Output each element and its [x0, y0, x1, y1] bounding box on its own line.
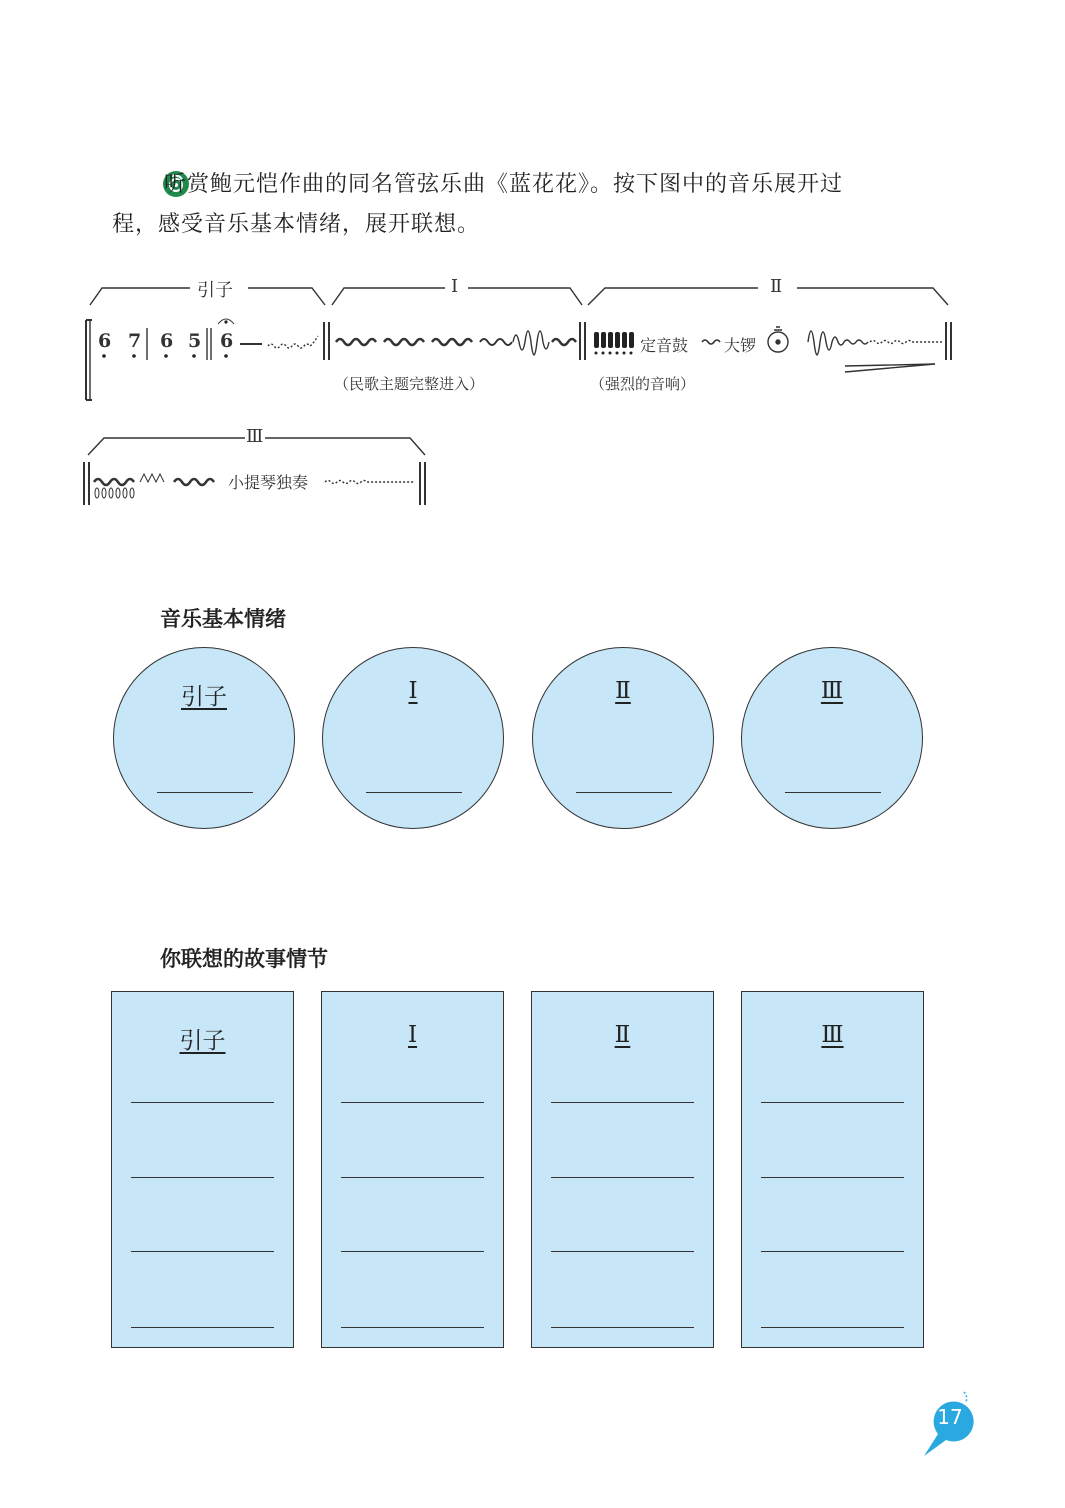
emotion-label: Ⅰ — [408, 678, 418, 704]
story-label: 引子 — [179, 1028, 226, 1054]
answer-line[interactable] — [551, 1177, 694, 1178]
emotion-circle-ii — [532, 647, 714, 829]
section-label-iii: Ⅲ — [246, 426, 264, 447]
note-5: 6 — [220, 330, 234, 352]
section-label-i: Ⅰ — [451, 276, 459, 297]
answer-line[interactable] — [341, 1327, 484, 1328]
note-3: 6 — [160, 330, 174, 352]
section-label-ii: Ⅱ — [770, 276, 783, 297]
violin-solo-label: 小提琴独奏 — [228, 473, 309, 492]
answer-line[interactable] — [551, 1102, 694, 1103]
music-structure-diagram — [0, 0, 1065, 560]
emotion-label: Ⅱ — [615, 678, 631, 704]
answer-line[interactable] — [761, 1251, 904, 1252]
note-1: 6 — [98, 330, 112, 352]
intro-line-2: 程，感受音乐基本情绪，展开联想。 — [112, 212, 481, 237]
story-label: Ⅲ — [821, 1022, 844, 1048]
answer-line[interactable] — [341, 1251, 484, 1252]
emotion-circle-iii — [741, 647, 923, 829]
answer-line[interactable] — [576, 792, 672, 793]
story-card-i — [321, 991, 504, 1348]
answer-line[interactable] — [131, 1102, 274, 1103]
section-ii-note: （强烈的音响） — [590, 375, 696, 393]
story-title: 你联想的故事情节 — [160, 947, 328, 971]
answer-line[interactable] — [157, 792, 253, 793]
emotion-circle-i — [322, 647, 504, 829]
gong-label: 大锣 — [724, 336, 757, 355]
answer-line[interactable] — [761, 1102, 904, 1103]
answer-line[interactable] — [341, 1102, 484, 1103]
intro-line-1: 听赏鲍元恺作曲的同名管弦乐曲《蓝花花》。按下图中的音乐展开过 — [164, 172, 844, 197]
answer-line[interactable] — [366, 792, 462, 793]
emotions-title: 音乐基本情绪 — [160, 607, 286, 631]
story-label: Ⅰ — [407, 1022, 418, 1048]
page-number: 17 — [937, 1405, 963, 1429]
answer-line[interactable] — [761, 1327, 904, 1328]
story-label: Ⅱ — [614, 1022, 631, 1048]
answer-line[interactable] — [785, 792, 881, 793]
note-2: 7 — [128, 330, 142, 352]
answer-line[interactable] — [131, 1251, 274, 1252]
answer-line[interactable] — [551, 1251, 694, 1252]
answer-line[interactable] — [551, 1327, 694, 1328]
note-4: 5 — [188, 330, 202, 352]
story-card-iii — [741, 991, 924, 1348]
page-number-badge — [920, 1390, 980, 1460]
answer-line[interactable] — [761, 1177, 904, 1178]
answer-line[interactable] — [341, 1177, 484, 1178]
emotion-circle-intro — [113, 647, 295, 829]
answer-line[interactable] — [131, 1177, 274, 1178]
emotion-label: Ⅲ — [820, 678, 844, 704]
answer-line[interactable] — [131, 1327, 274, 1328]
story-card-ii — [531, 991, 714, 1348]
emotion-label: 引子 — [181, 684, 227, 710]
section-label-intro: 引子 — [197, 280, 233, 301]
section-i-note: （民歌主题完整进入） — [334, 375, 485, 393]
timpani-label: 定音鼓 — [640, 336, 689, 355]
story-card-intro — [111, 991, 294, 1348]
